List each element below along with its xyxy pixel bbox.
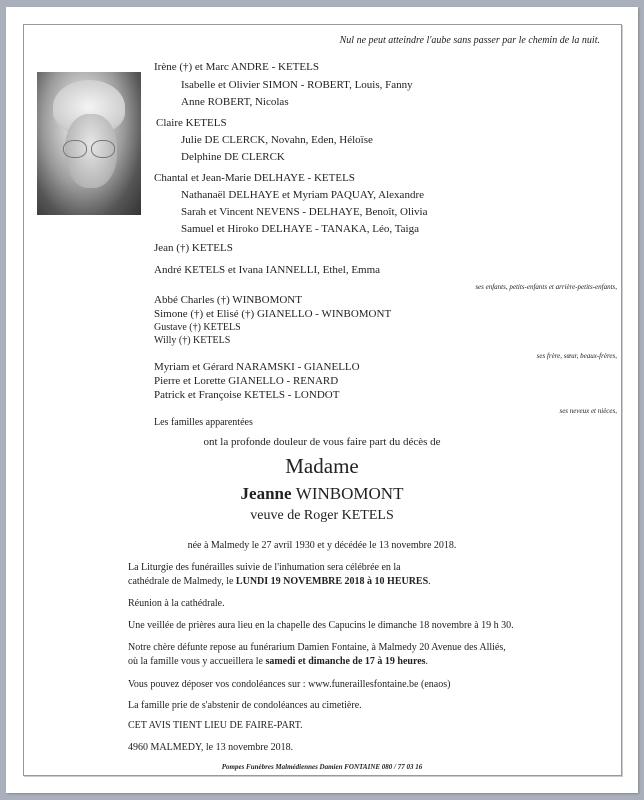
cemetery-note: La famille prie de s'abstenir de condoléances au cimetière. xyxy=(128,700,362,711)
family-line: Jean (†) KETELS xyxy=(154,242,233,254)
rest-line1: Notre chère défunte repose au funérarium Damien Fontaine, à Malmedy 20 Avenue des Alliés, xyxy=(128,642,506,653)
family-line: Pierre et Lorette GIANELLO - RENARD xyxy=(154,375,339,387)
deceased-name xyxy=(0,484,644,504)
vigil: Une veillée de prières aura lieu en la chapelle des Capucins le dimanche 18 novembre à 19 h 30. xyxy=(128,620,514,631)
family-line: Delphine DE CLERCK xyxy=(181,151,285,163)
footer: Pompes Funèbres Malmédiennes Damien FONTAINE 080 / 77 03 16 xyxy=(221,763,423,771)
portrait-photo xyxy=(37,72,141,215)
widow-of: veuve de Roger KETELS xyxy=(250,508,394,523)
rest-end: . xyxy=(425,656,429,667)
relation-caption: ses enfants, petits-enfants et arrière-petits-enfants, xyxy=(475,283,617,291)
relation-caption: ses frère, sœur, beaux-frères, xyxy=(536,352,617,360)
family-line: André KETELS et Ivana IANNELLI, Ethel, Emma xyxy=(154,264,381,276)
family-line: Isabelle et Olivier SIMON - ROBERT, Louis, Fanny xyxy=(181,79,413,91)
liturgy-end: . xyxy=(428,576,431,587)
family-line: Abbé Charles (†) WINBOMONT xyxy=(154,294,302,306)
condolences-link[interactable]: www.funeraillesfontaine.be xyxy=(308,679,419,690)
meeting: Réunion à la cathédrale. xyxy=(128,598,225,609)
family-line: Les familles apparentées xyxy=(154,417,253,428)
visiting-hours: samedi et dimanche de 17 à 19 heures xyxy=(265,656,426,667)
family-line: Myriam et Gérard NARAMSKI - GIANELLO xyxy=(154,361,360,373)
announcement: ont la profonde douleur de vous faire part du décès de xyxy=(203,436,441,448)
quote: Nul ne peut atteindre l'aube sans passer par le chemin de la nuit. xyxy=(339,35,600,46)
place-date: 4960 MALMEDY, le 13 novembre 2018. xyxy=(128,742,294,753)
rest-text: où la famille vous y accueillera le xyxy=(128,656,266,667)
title-madame: Madame xyxy=(285,454,359,478)
family-line: Chantal et Jean-Marie DELHAYE - KETELS xyxy=(154,172,355,184)
condolences-text: Vous pouvez déposer vos condoléances sur : xyxy=(128,679,309,690)
liturgy-line1: La Liturgie des funérailles suivie de l'inhumation sera célébrée en la xyxy=(128,562,401,573)
rest-line2 xyxy=(128,655,428,669)
liturgy-line2 xyxy=(128,575,431,589)
liturgy-date: LUNDI 19 NOVEMBRE 2018 à 10 HEURES xyxy=(235,576,429,587)
family-line: Gustave (†) KETELS xyxy=(154,322,241,333)
family-line: Anne ROBERT, Nicolas xyxy=(181,96,289,108)
relation-caption: ses neveux et nièces, xyxy=(559,407,617,415)
liturgy-text: cathédrale de Malmedy, le xyxy=(128,576,236,587)
family-line: Samuel et Hiroko DELHAYE - TANAKA, Léo, Taiga xyxy=(181,223,419,235)
family-line: Claire KETELS xyxy=(156,117,227,129)
condolences-code: (enaos) xyxy=(418,679,451,690)
family-line: Simone (†) et Elisé (†) GIANELLO - WINBOMONT xyxy=(154,308,392,320)
family-line: Sarah et Vincent NEVENS - DELHAYE, Benoît, Olivia xyxy=(181,206,428,218)
condolences xyxy=(128,678,450,692)
last-name: WINBOMONT xyxy=(295,484,404,503)
family-line: Patrick et Françoise KETELS - LONDOT xyxy=(154,389,340,401)
family-line: Nathanaël DELHAYE et Myriam PAQUAY, Alexandre xyxy=(181,189,424,201)
family-line: Irène (†) et Marc ANDRE - KETELS xyxy=(154,61,319,73)
family-line: Willy (†) KETELS xyxy=(154,335,231,346)
notice: CET AVIS TIENT LIEU DE FAIRE-PART. xyxy=(128,720,303,731)
family-line: Julie DE CLERCK, Novahn, Eden, Héloïse xyxy=(181,134,373,146)
first-name: Jeanne xyxy=(240,484,296,503)
birth-death: née à Malmedy le 27 avril 1930 et y décédée le 13 novembre 2018. xyxy=(187,540,457,551)
